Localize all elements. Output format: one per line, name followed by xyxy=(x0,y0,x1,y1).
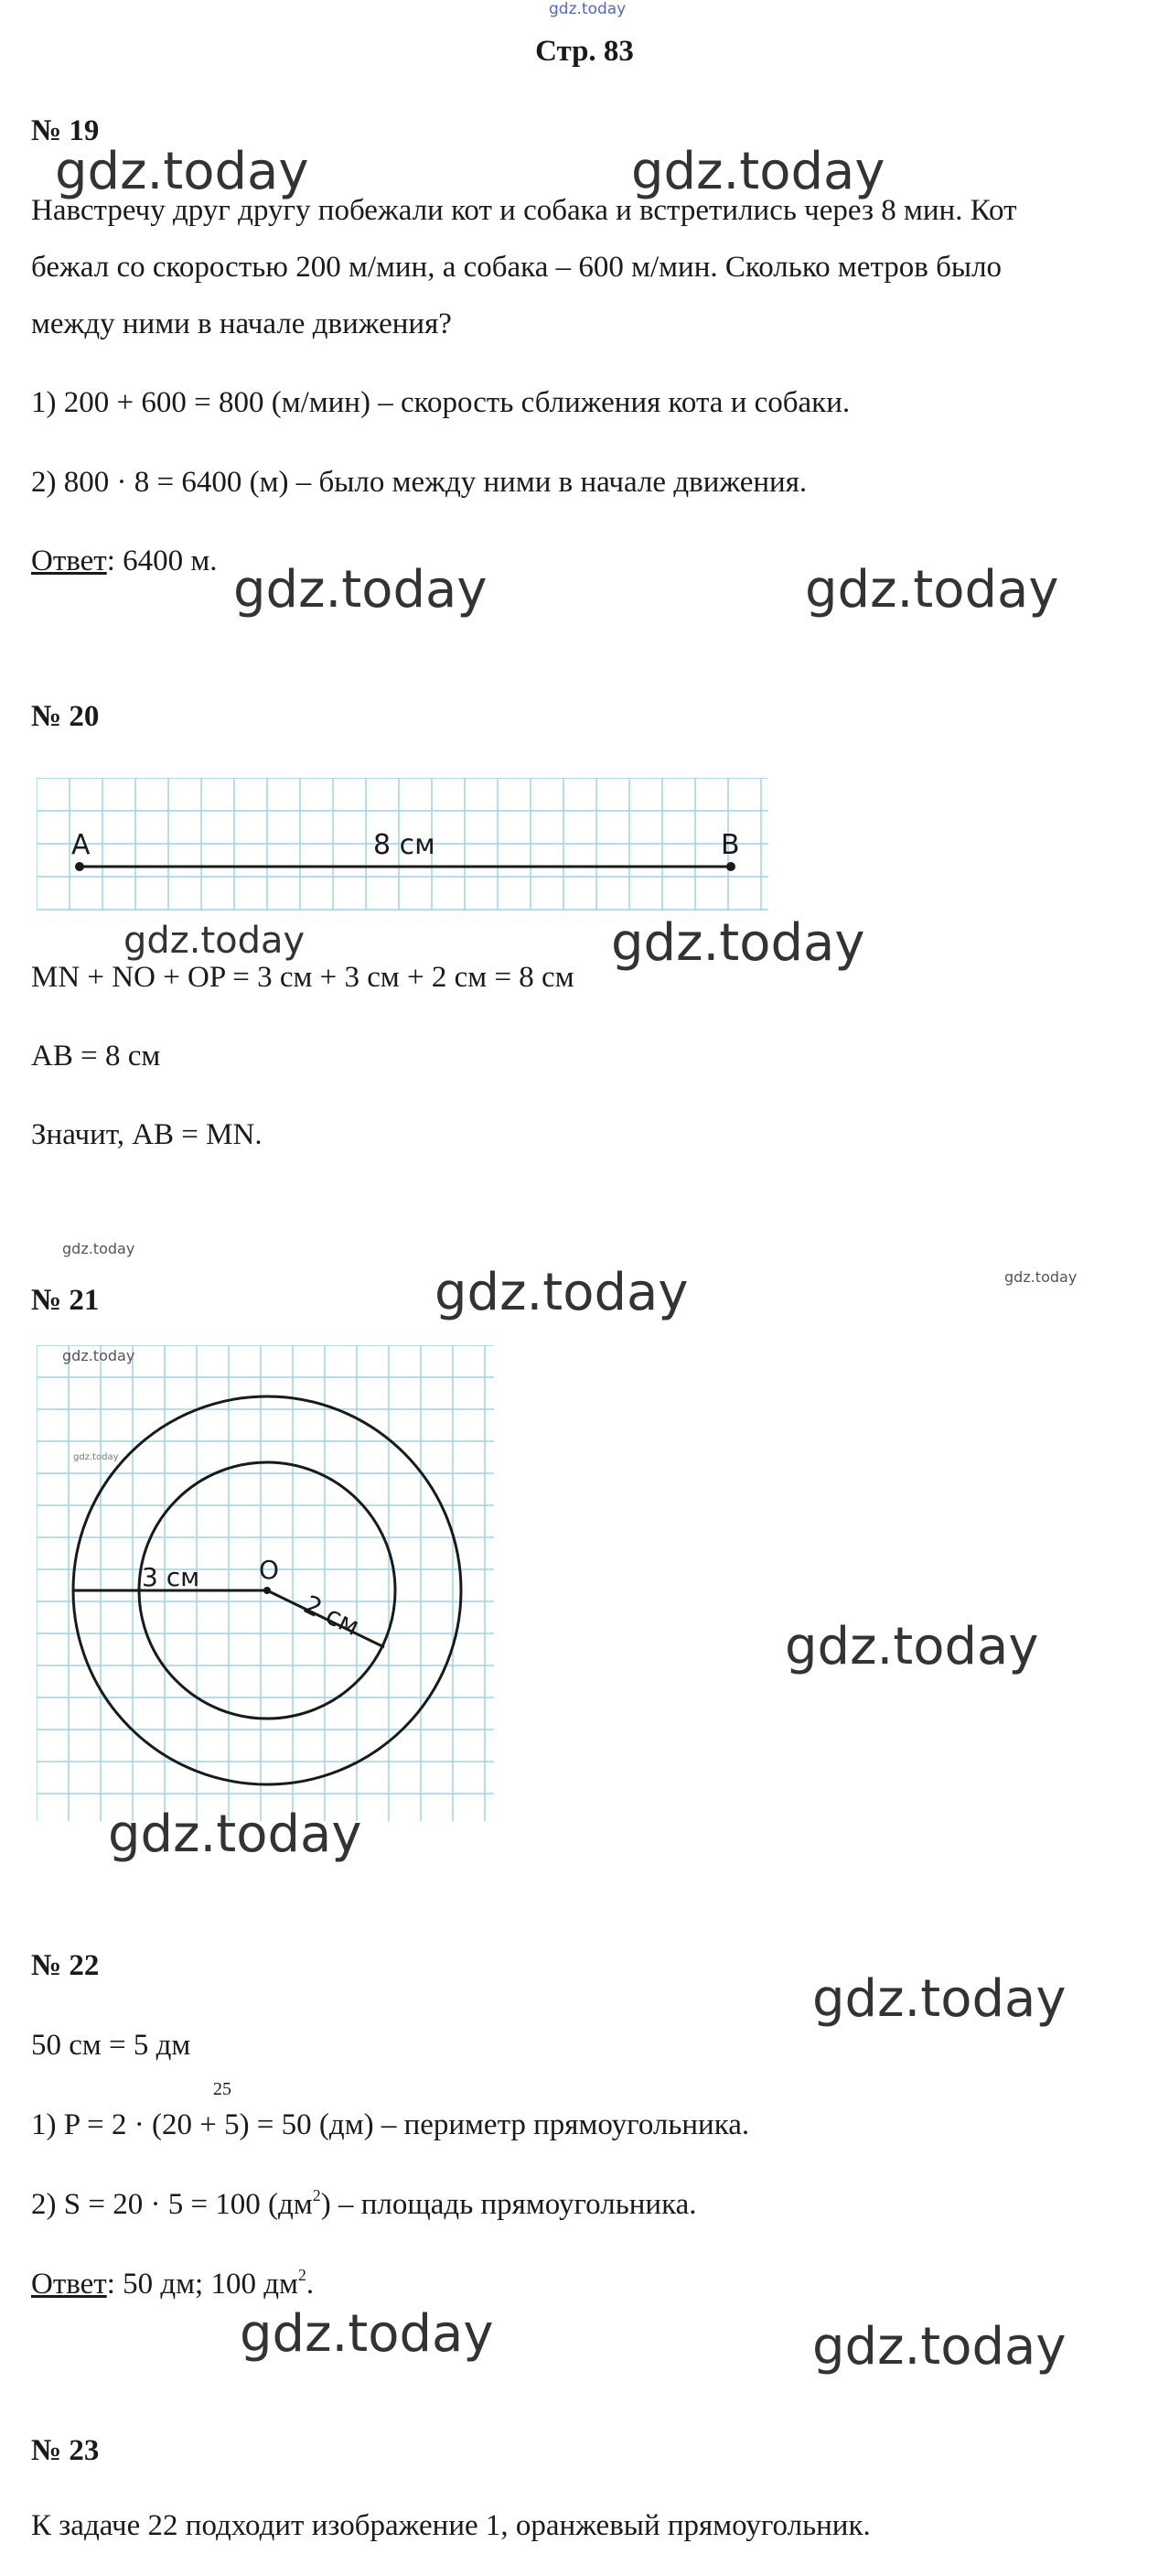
task-19-number: № 19 xyxy=(31,114,100,147)
answer-value: : 6400 м. xyxy=(106,544,218,577)
answer-value: : 50 дм; 100 xyxy=(106,2268,264,2301)
task-23-line-1: К задаче 22 подходит изображение 1, оранжевый прямоугольник. xyxy=(31,2509,871,2542)
watermark-small: gdz.today xyxy=(73,1452,119,1462)
center-point xyxy=(263,1587,271,1594)
watermark: gdz.today xyxy=(812,2317,1067,2377)
watermark: gdz.today xyxy=(805,560,1059,620)
task-22-line-1: 50 см = 5 дм xyxy=(31,2029,191,2062)
task-20-number: № 20 xyxy=(31,700,100,733)
watermark: gdz.today xyxy=(240,2304,494,2364)
point-b xyxy=(726,862,735,871)
task-19-line-3: между ними в начале движения? xyxy=(31,307,452,340)
watermark: gdz.today xyxy=(434,1263,689,1322)
task-19-answer xyxy=(31,534,218,588)
watermark-small: gdz.today xyxy=(1004,1268,1078,1286)
task-22-note: 25 xyxy=(213,2079,231,2099)
answer-unit: дм xyxy=(263,2268,298,2301)
task-22-answer xyxy=(31,2257,314,2312)
watermark: gdz.today xyxy=(233,560,488,620)
point-a xyxy=(75,862,84,871)
task-19-step-1: 1) 200 + 600 = 800 (м/мин) – скорость сближения кота и собаки. xyxy=(31,386,851,419)
watermark: gdz.today xyxy=(631,142,885,201)
top-watermark: gdz.today xyxy=(549,0,627,18)
task-22-step-1: 1) P = 2 · (20 + 5) = 50 (дм) – периметр прямоугольника. xyxy=(31,2108,750,2141)
task-20-line-1: MN + NO + OP = 3 см + 3 см + 2 см = 8 см xyxy=(31,961,574,994)
answer-end: . xyxy=(306,2268,315,2301)
segment-ab-figure xyxy=(37,778,778,915)
task-21-number: № 21 xyxy=(31,1284,100,1317)
point-b-label: B xyxy=(721,829,740,861)
step-2-sup: 2 xyxy=(312,2186,321,2204)
circles-figure xyxy=(37,1345,503,1830)
watermark: gdz.today xyxy=(55,142,309,201)
answer-sup: 2 xyxy=(297,2266,306,2284)
center-label: O xyxy=(259,1555,280,1585)
watermark-small: gdz.today xyxy=(62,1240,135,1257)
page-title: Стр. 83 xyxy=(535,35,634,68)
watermark: gdz.today xyxy=(611,913,865,973)
watermark: gdz.today xyxy=(108,1805,362,1864)
task-20-line-3: Значит, AB = MN. xyxy=(31,1118,263,1151)
answer-label: Ответ xyxy=(31,544,107,577)
radius-small-label: 2 см xyxy=(298,1589,365,1643)
point-a-label: A xyxy=(71,829,91,861)
watermark: gdz.today xyxy=(785,1617,1039,1676)
watermark: gdz.today xyxy=(123,920,306,962)
step-2-pre: 2) S = 20 · 5 = 100 ( xyxy=(31,2188,279,2221)
task-22-number: № 22 xyxy=(31,1949,100,1982)
step-2-post: ) – площадь прямоугольника. xyxy=(320,2188,697,2221)
task-23-number: № 23 xyxy=(31,2434,100,2467)
watermark: gdz.today xyxy=(812,1969,1067,2029)
answer-label: Ответ xyxy=(31,2268,107,2301)
task-20-line-2: AB = 8 см xyxy=(31,1040,161,1072)
task-19-step-2: 2) 800 · 8 = 6400 (м) – было между ними в начале движения. xyxy=(31,466,808,499)
watermark-small: gdz.today xyxy=(62,1347,135,1364)
step-2-unit: дм xyxy=(278,2188,313,2221)
radius-big-label: 3 см xyxy=(142,1562,200,1592)
length-label: 8 см xyxy=(373,829,435,861)
task-19-line-2: бежал со скоростью 200 м/мин, а собака – 600 м/мин. Сколько метров было xyxy=(31,251,1003,284)
task-22-step-2 xyxy=(31,2177,697,2232)
task-19-line-1: Навстречу друг другу побежали кот и собака и встретились через 8 мин. Кот xyxy=(31,194,1017,227)
